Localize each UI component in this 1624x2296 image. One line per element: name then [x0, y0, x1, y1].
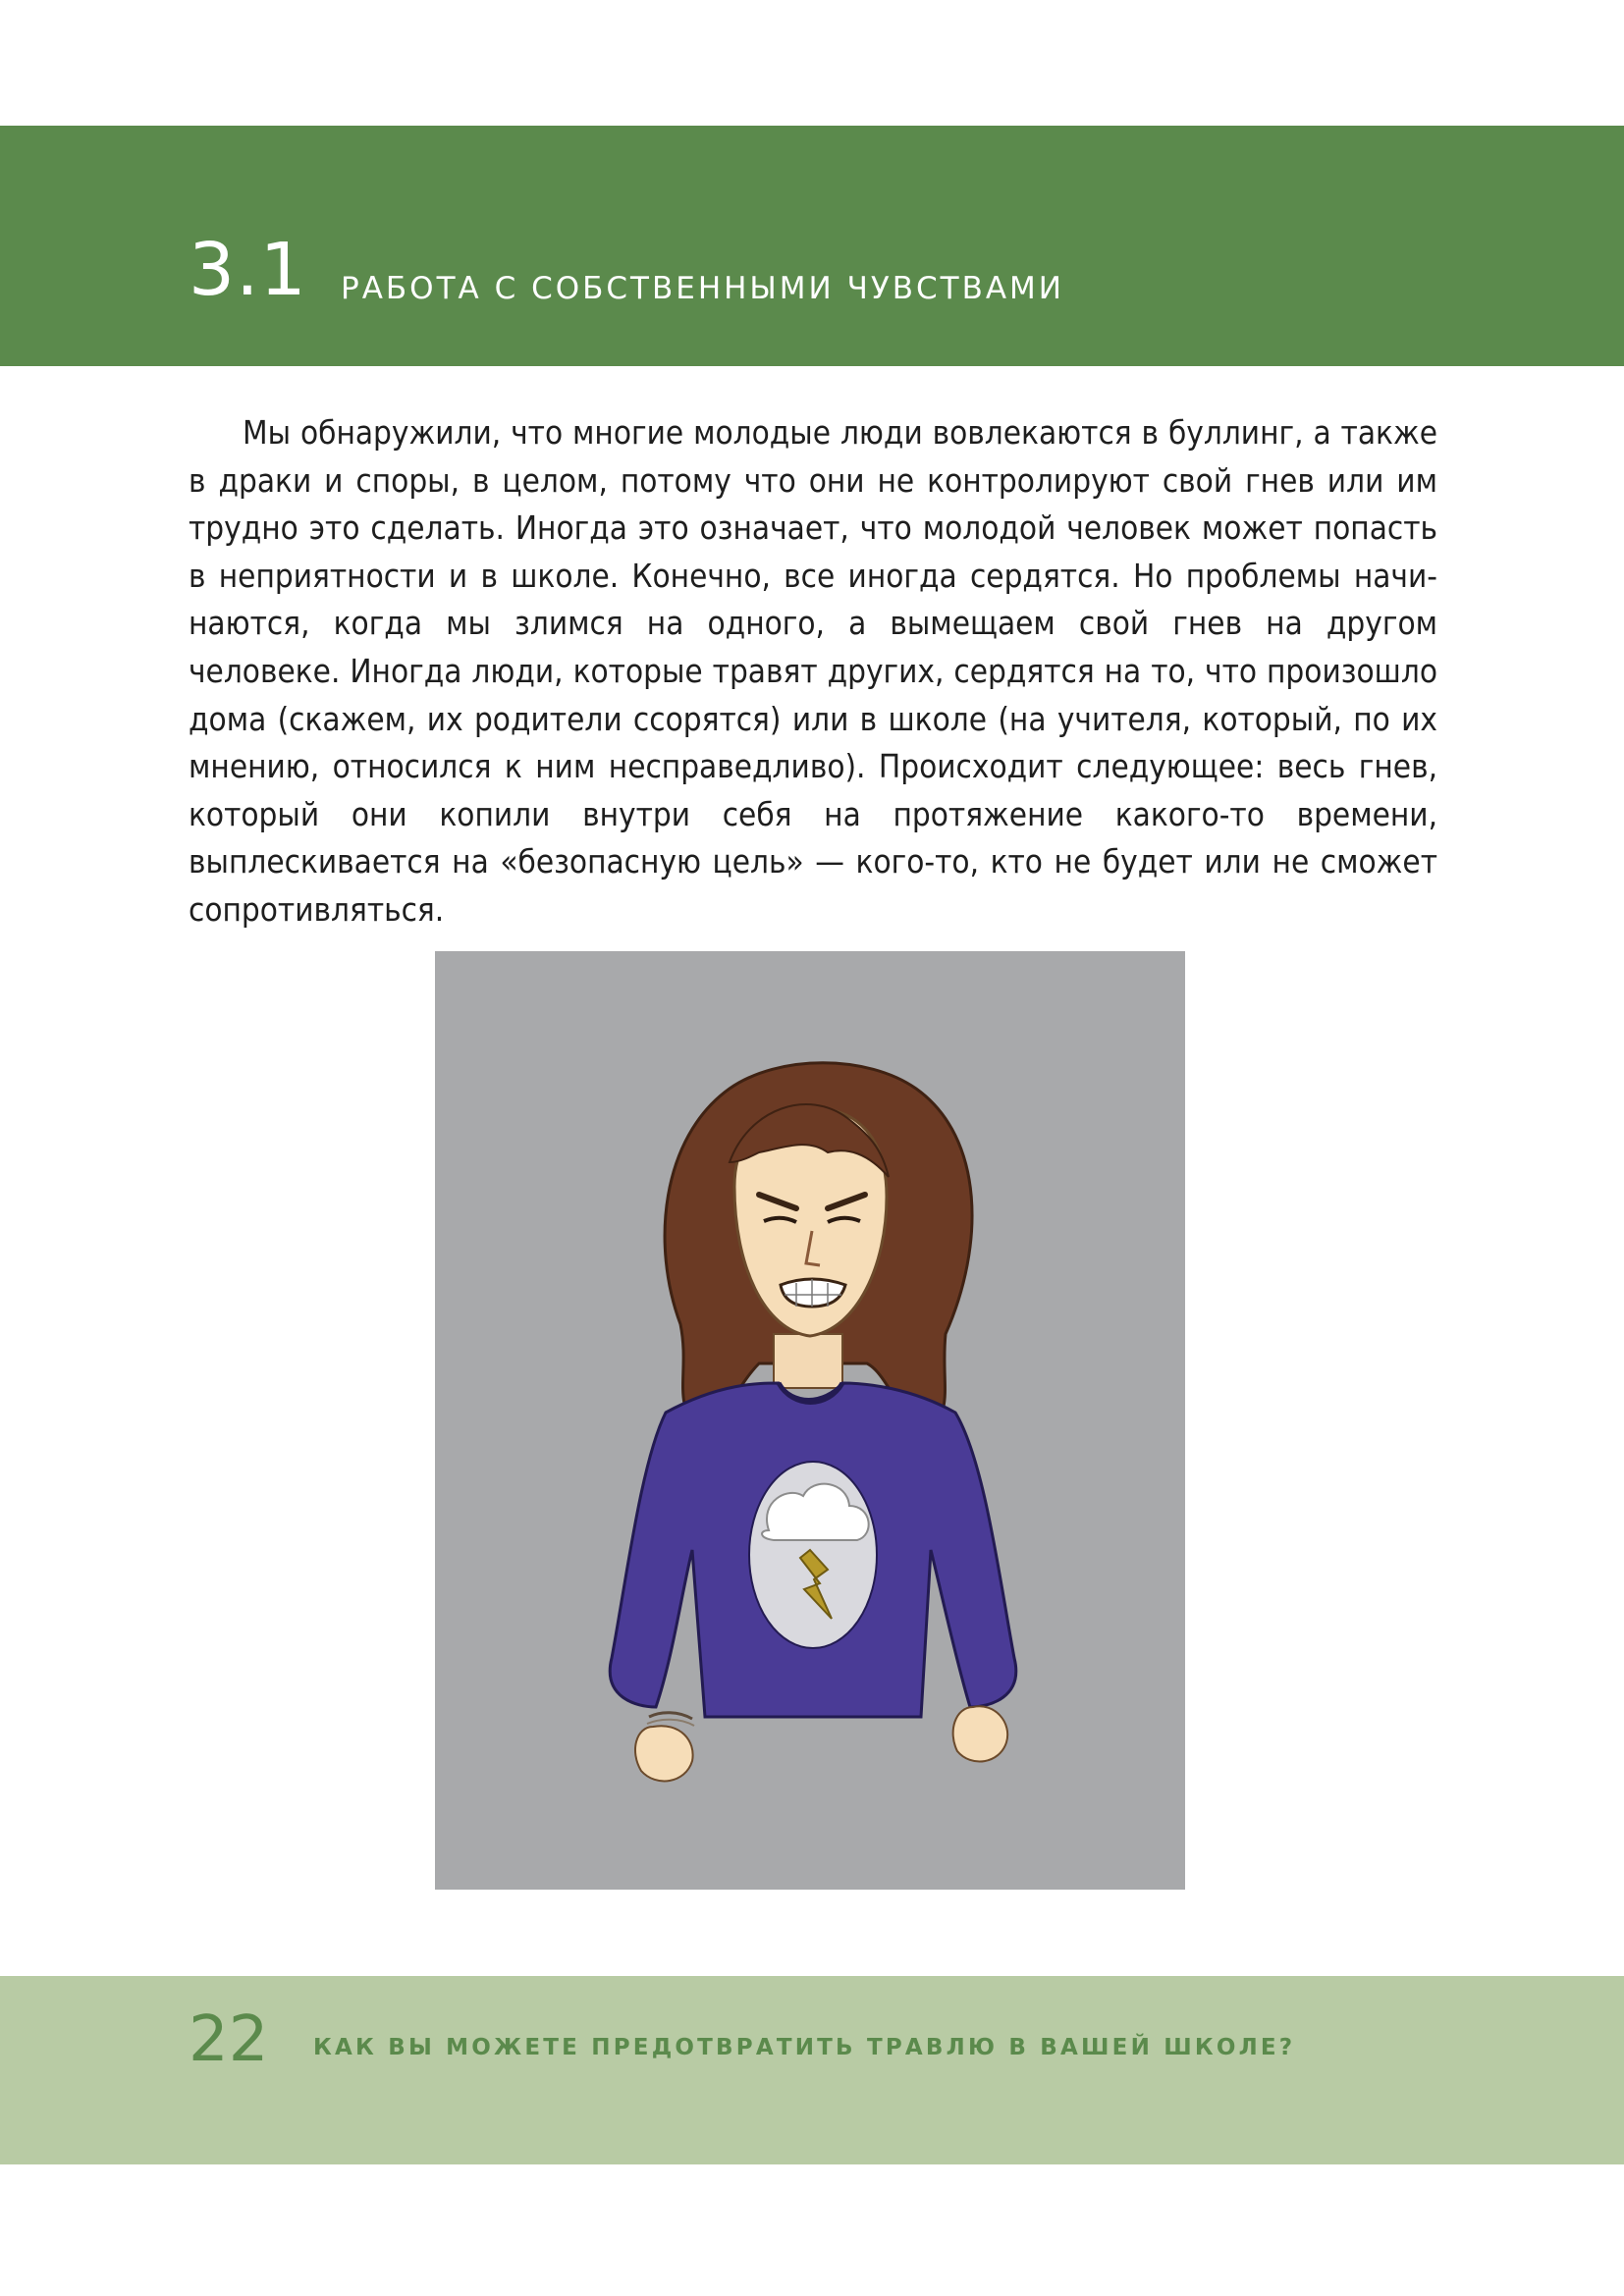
- section-number: 3.1: [189, 228, 307, 312]
- running-title: КАК ВЫ МОЖЕТЕ ПРЕДОТВРАТИТЬ ТРАВЛЮ В ВАШЕЙ ШКОЛЕ?: [313, 2035, 1296, 2060]
- left-fist-shape: [635, 1726, 693, 1781]
- right-fist-shape: [953, 1706, 1008, 1761]
- page-number: 22: [189, 2003, 269, 2076]
- angry-girl-illustration: [435, 951, 1185, 1890]
- section-title: РАБОТА С СОБСТВЕННЫМИ ЧУВСТВАМИ: [341, 271, 1064, 306]
- body-paragraph: Мы обнаружили, что многие молодые люди вовлекаются в буллинг, а также в драки и споры, в целом, потому что они не контролируют свой гнев или им трудно это сделать. Иногда это означает, что молодой человек может попасть в неприятности и в школе. Конечно, все иногда сердятся. Но проблемы начинаются, когда мы злимся на одного, а вымещаем свой гнев на другом человеке. Иногда люди, которые травят других, сердятся на то, что произошло дома (скажем, их родители ссорятся) или в школе (на учителя, который, по их мнению, относился к ним несправедливо). Происходит следующее: весь гнев, который они копили внутри себя на протяжение какого-то времени, выплескивается на «безопасную цель» — кого-то, кто не будет или не сможет сопротивляться.: [189, 413, 1437, 929]
